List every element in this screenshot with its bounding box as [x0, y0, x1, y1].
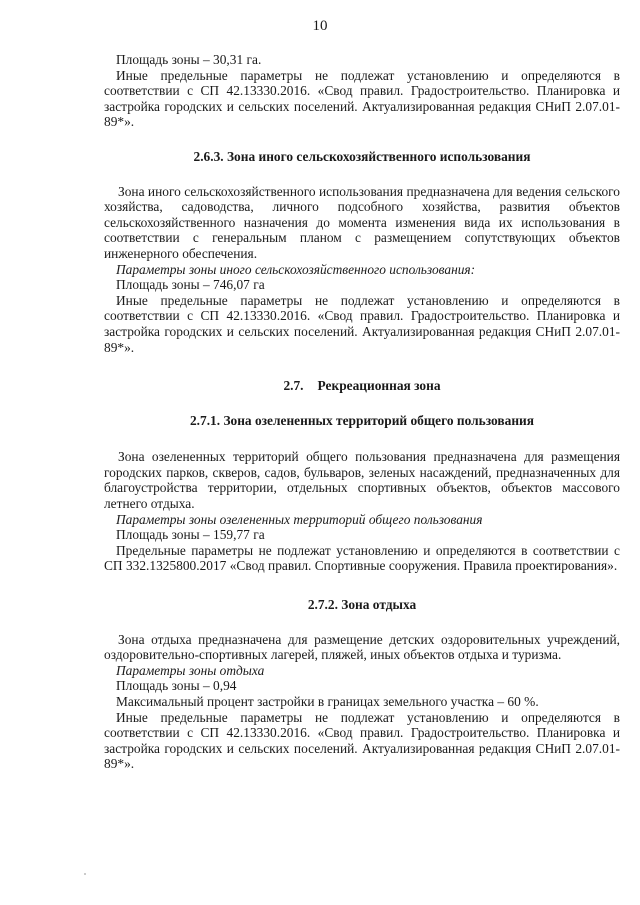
section-heading-2-7-1: 2.7.1. Зона озелененных территорий общего пользования [189, 412, 535, 428]
zone-description-text: Зона иного сельскохозяйственного использования предназначена для ведения сельского хозяйства, садоводства, личного подсобного хозяйства, развития объектов сельскохозяйственного назначения до момента изменения вида их использования в соответствии с генеральным планом с размещением сопутствующих объектов инженерного обеспечения. [104, 183, 620, 261]
zone-params-label: Параметры зоны иного сельскохозяйственного использования: [116, 261, 476, 277]
zone-other-params-text: Предельные параметры не подлежат установлению и определяются в соответствии с СП 332.1325800.2017 «Свод правил. Спортивные сооружения. Правила проектирования». [104, 542, 620, 574]
page-content [104, 52, 620, 772]
section-number: 2.7. [283, 378, 304, 394]
page-number: 10 [312, 18, 328, 34]
zone-area-text: Площадь зоны – 0,94 [116, 678, 237, 694]
zone-description-text: Зона отдыха предназначена для размещение детских оздоровительных учреждений, оздоровительно-спортивных лагерей, пляжей, иных объектов отдыха и туризма. [104, 631, 620, 663]
zone-other-params-text: Иные предельные параметры не подлежат установлению и определяются в соответствии с СП 42.13330.2016. «Свод правил. Градостроительство. Планировка и застройка городских и сельских поселений. Актуализированная редакция СНиП 2.07.01-89*». [104, 709, 620, 772]
zone-other-params-text: Иные предельные параметры не подлежат установлению и определяются в соответствии с СП 42.13330.2016. «Свод правил. Градостроительство. Планировка и застройка городских и сельских поселений. Актуализированная редакция СНиП 2.07.01-89*». [104, 67, 620, 130]
zone-params-label: Параметры зоны озелененных территорий общего пользования [116, 511, 483, 527]
zone-area-text: Площадь зоны – 746,07 га [116, 277, 265, 293]
zone-other-params-text: Иные предельные параметры не подлежат установлению и определяются в соответствии с СП 42.13330.2016. «Свод правил. Градостроительство. Планировка и застройка городских и сельских поселений. Актуализированная редакция СНиП 2.07.01-89*». [104, 292, 620, 355]
zone-max-percent-text: Максимальный процент застройки в границах земельного участка – 60 %. [116, 694, 539, 709]
zone-description-text: Зона озелененных территорий общего пользования предназначена для размещения городских парков, скверов, садов, бульваров, зеленых насаждений, предназначенных для благоустройства территории, отдельных спортивных объектов, объектов массового летнего отдыха. [104, 449, 620, 512]
zone-area-text: Площадь зоны – 30,31 га. [116, 52, 262, 67]
section-heading-2-6-3: 2.6.3. Зона иного сельскохозяйственного использования [193, 148, 531, 164]
zone-area-text: Площадь зоны – 159,77 га [116, 527, 265, 543]
section-heading-2-7 [104, 378, 620, 394]
section-heading-2-7-2: 2.7.2. Зона отдыха [307, 597, 417, 613]
zone-params-label: Параметры зоны отдыха [116, 662, 265, 678]
scan-speck [84, 873, 86, 875]
section-title: Рекреационная зона [317, 378, 441, 394]
